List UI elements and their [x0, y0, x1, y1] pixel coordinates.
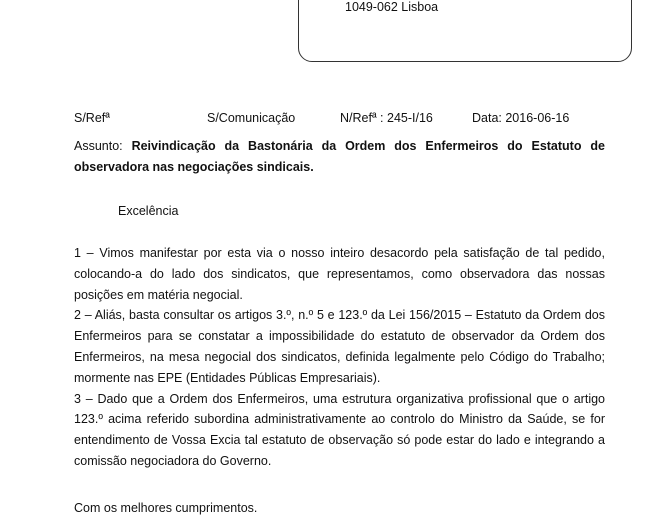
paragraph-2: 2 – Aliás, basta consultar os artigos 3.º, n.º 5 e 123.º da Lei 156/2015 – Estatuto da Ordem dos Enfermeiros para se constatar a impossibilidade do estatuto de observador da Ordem dos Enfermeiros, na mesa negocial dos sindicatos, definida legalmente pelo Código do Trabalho; mormente nas EPE (Entidades Públicas Empresariais).: [74, 308, 605, 385]
paragraph-1: 1 – Vimos manifestar por esta via o nosso inteiro desacordo pela satisfação de tal pedido, colocando-a do lado dos sindicatos, que representamos, como observadora das nossas posições em matéria negocial.: [74, 246, 605, 302]
ref-s-comunicacao: S/Comunicação: [207, 111, 296, 125]
ref-date: Data: 2016-06-16: [472, 111, 570, 125]
subject-line: [74, 136, 605, 178]
reference-line: [0, 110, 649, 126]
closing-line: Com os melhores cumprimentos.: [74, 501, 258, 515]
subject-label: Assunto:: [74, 139, 132, 153]
ref-s-ref: S/Refª: [74, 111, 110, 125]
subject-text: Reivindicação da Bastonária da Ordem dos Enfermeiros do Estatuto de observadora nas negociações sindicais.: [74, 139, 605, 174]
paragraph-3: 3 – Dado que a Ordem dos Enfermeiros, uma estrutura organizativa profissional que o artigo 123.º acima referido subordina administrativamente ao controlo do Ministro da Saúde, se for entendimento de Vossa Excia tal estatuto de observação só pode estar do lado e integrando a comissão negociadora do Governo.: [74, 391, 605, 468]
letter-body: [74, 243, 605, 472]
salutation: Excelência: [118, 204, 179, 218]
address-postal-line: 1049-062 Lisboa: [345, 0, 439, 14]
ref-n-ref: N/Refª : 245-I/16: [340, 111, 433, 125]
